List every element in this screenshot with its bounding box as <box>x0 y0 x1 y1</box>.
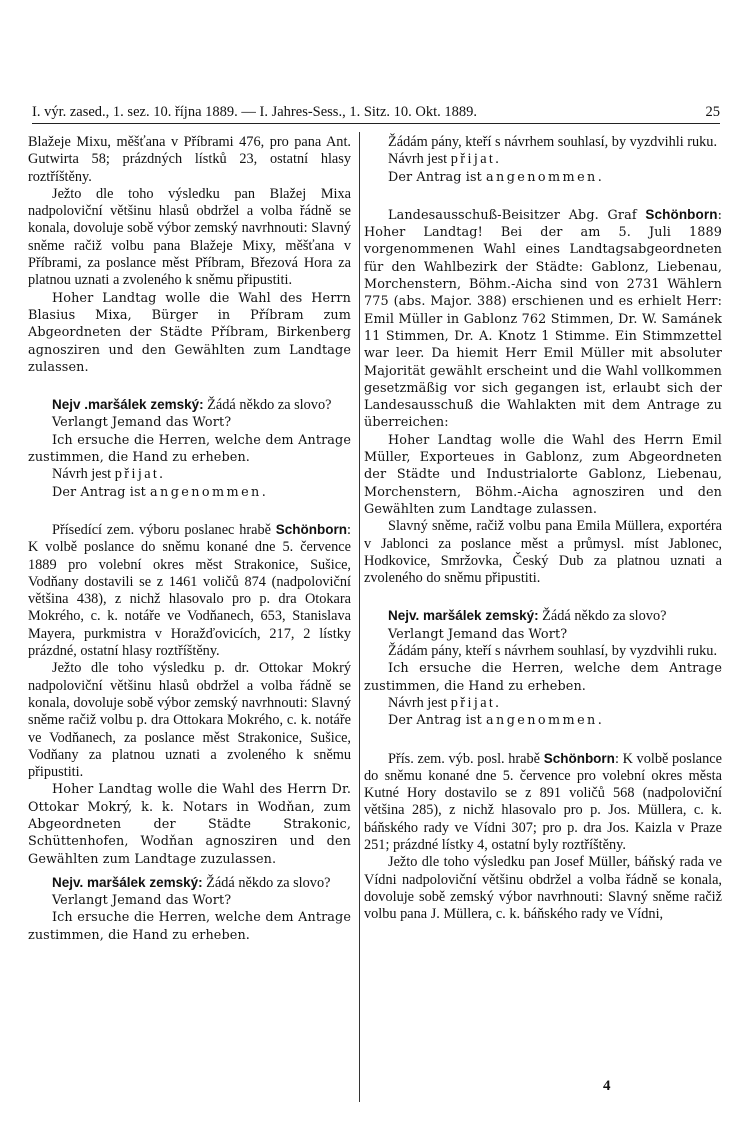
spaced-text: angenommen. <box>486 713 605 729</box>
paragraph-german: Verlangt Jemand das Wort? <box>388 626 568 642</box>
paragraph-german: Ich ersuche die Herren, welche dem Antrage zustimmen, die Hand zu erheben. <box>28 910 351 943</box>
text: Návrh jest <box>388 151 451 168</box>
column-divider <box>359 132 360 1102</box>
speaker-name: Schönborn <box>645 206 718 222</box>
text: Landesausschuß-Beisitzer Abg. Graf <box>388 207 646 223</box>
text: Der Antrag ist <box>388 169 487 185</box>
paragraph: Ježto dle toho výsledku pan Josef Müller, báňský rada ve Vídni nadpoloviční většinu obdržel a volba řádně se konala, dovoluje sobě zemský výbor navrhnouti: Slavný sněme račiž volbu pana J. Müllera, c. k. báňského rady ve Vídni, <box>364 854 722 923</box>
speech-text: Žádá někdo za slovo? <box>538 608 667 625</box>
paragraph-german <box>364 712 722 729</box>
text: Přís. zem. výb. posl. hrabě <box>388 750 544 767</box>
paragraph: Ježto dle toho výsledku p. dr. Ottokar Mokrý nadpoloviční většinu hlasů obdržel a volba řádně se konala, dovoluje sobě výbor zemský navrhnouti: Slavný sněme račiž volbu p. dra Ottokara Mokrého, c. k. notáře ve Vodňanech, za poslance měst Strakonice, Sušice, Vodňany za platnou uznati a zvoleného k sněmu připustiti. <box>28 660 351 781</box>
paragraph-german: Hoher Landtag wolle die Wahl des Herrn Dr. Ottokar Mokrý, k. k. Notars in Wodňan, zum Abgeordneten der Städte Strakonic, Schüttenhofen, Wodňan agnosziren und den Gewählten zum Landtage zuzulassen. <box>28 782 351 867</box>
spaced-text: přijat. <box>114 466 166 483</box>
text: Der Antrag ist <box>52 484 151 500</box>
paragraph-german: Ich ersuche die Herren, welche dem Antrage zustimmen, die Hand zu erheben. <box>364 661 722 694</box>
paragraph-german: Ich ersuche die Herren, welche dem Antrage zustimmen, die Hand zu erheben. <box>28 432 351 466</box>
page-footer-number: 4 <box>603 1078 611 1094</box>
speaker-paragraph <box>28 521 351 660</box>
text: Der Antrag ist <box>388 713 487 729</box>
speaker-paragraph <box>364 206 722 432</box>
spaced-text: přijat. <box>450 694 502 711</box>
speech-text: : Hoher Landtag! Bei der am 5. Juli 1889 vorgenommenen Wahl eines Landtagsabgeordneten für den Wahlbezirk der Städte: Gablonz, Liebenau, Morchenstern, Böhm.-Aicha sind von 2731 Wählern 775 (abs. Major. 388) erschienen und es erhielt Herr: Emil Müller in Gablonz 762 Stimmen, Dr. W. Samánek 11 Stimmen, Dr. A. Knotz 1 Stimme. Ein Stimmzettel war leer. Da hiemit Herr Emil Müller mit absoluter Majorität gewählt erscheint und die Wahl vollkommen gesetzmäßig vor sich gegangen ist, erlaubt sich der Landesausschuß die Wahlakten mit dem Antrage zu überreichen: <box>364 207 722 431</box>
header-page-number: 25 <box>705 104 720 120</box>
paragraph-german: Hoher Landtag wolle die Wahl des Herrn Blasius Mixa, Bürger in Příbram zum Abgeordneten der Städte Příbram, Birkenberg agnosziren und den Gewählten zum Landtage zulassen. <box>28 290 351 375</box>
text: Návrh jest <box>52 466 115 483</box>
paragraph-german <box>28 484 351 501</box>
right-column <box>364 134 722 923</box>
spaced-text: přijat. <box>450 151 502 168</box>
paragraph-german <box>364 169 722 186</box>
header-rule <box>32 123 720 124</box>
paragraph-german: Verlangt Jemand das Wort? <box>52 893 232 909</box>
paragraph <box>364 695 722 712</box>
paragraph-german: Verlangt Jemand das Wort? <box>52 415 232 431</box>
paragraph: Žádám pány, kteří s návrhem souhlasí, by vyzdvihli ruku. <box>388 134 718 150</box>
text: Návrh jest <box>388 694 451 711</box>
speech-text: : K volbě poslance do sněmu konané dne 5. července 1889 pro volební okres měst Strakonice, Sušice, Vodňany dostavili se z 1461 voličů 874 (nadpoloviční většina 438), z nichž hlasovalo pro p. dra Otokara Mokrého, c. k. notáře ve Vodňanech, 653, Stanislava Mayera, purkmistra v Horažďovicích, 217, 2 lístky prázdné, ostatní hlasy roztříštěny. <box>28 521 351 660</box>
paragraph-german: Hoher Landtag wolle die Wahl des Herrn Emil Müller, Exporteues in Gablonz, zum Abgeordneten der Städte und Industrialorte Gablonz, Liebenau, Morchenstern, Böhm.-Aicha agnosziren und den Gewählten zum Landtage zulassen. <box>364 432 722 517</box>
paragraph: Slavný sněme, račiž volbu pana Emila Müllera, exportéra v Jablonci za poslance měst a průmysl. míst Jablonec, Hodkovice, Smržovka, Český Dub za platnou uznati a zvoleného do sněmu připustiti. <box>364 518 722 587</box>
speech-text: Žádá někdo za slovo? <box>203 397 332 414</box>
paragraph: Ježto dle toho výsledku pan Blažej Mixa nadpoloviční většinu hlasů obdržel a volba řádně se konala, dovoluje sobě výbor zemský navrhnouti: Slavný sněme račiž volbu pana Blažeje Mixy, měšťana v Příbrami, za poslance měst Příbram, Březová Hora za platnou uznati a zvoleného k sněmu připustiti. <box>28 185 351 289</box>
paragraph: Blažeje Mixu, měšťana v Příbrami 476, pro pana Ant. Gutwirta 58; prázdných lístků 23, ostatní hlasy roztříštěny. <box>28 134 351 185</box>
speaker-name: Nejv .maršálek zemský: <box>52 397 204 413</box>
spaced-text: angenommen. <box>150 484 269 500</box>
speaker-paragraph <box>364 750 722 855</box>
spaced-text: angenommen. <box>486 169 605 185</box>
speaker-name: Nejv. maršálek zemský: <box>52 874 203 890</box>
paragraph <box>364 151 722 168</box>
header-title: I. výr. zased., 1. sez. 10. října 1889. — I. Jahres-Sess., 1. Sitz. 10. Okt. 1889. <box>32 104 478 120</box>
speaker-name: Schönborn <box>543 750 615 766</box>
speaker-paragraph <box>28 396 351 414</box>
text: Přísedící zem. výboru poslanec hrabě <box>52 521 276 538</box>
running-header <box>32 103 720 121</box>
left-column <box>28 134 351 944</box>
speaker-name: Schönborn <box>275 521 348 537</box>
speaker-name: Nejv. maršálek zemský: <box>388 608 539 624</box>
speaker-paragraph <box>364 607 722 625</box>
speaker-paragraph <box>28 874 351 892</box>
speech-text: Žádá někdo za slovo? <box>202 874 331 891</box>
speech-text: : K volbě poslance do sněmu konané dne 5. července pro volební okres města Kutné Hory dostavilo se z 891 voličů 568 (nadpoloviční většina 285), z nichž hlasovalo pro p. Jos. Müllera, c. k. báňského rady ve Vídni 307; pro p. dra Jos. Kaizla v Praze 251; prázdné lístky 4, ostatní byly roztříštěny. <box>364 750 722 853</box>
paragraph: Žádám pány, kteří s návrhem souhlasí, by vyzdvihli ruku. <box>388 643 718 660</box>
paragraph <box>28 466 351 483</box>
